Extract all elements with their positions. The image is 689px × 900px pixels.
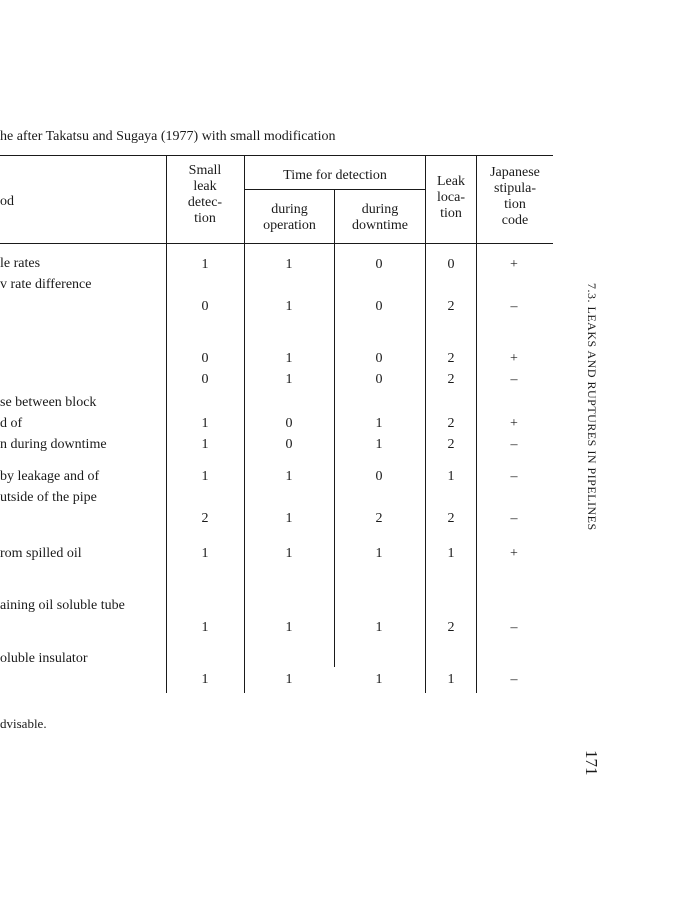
cell-during-downtime: 1 — [375, 620, 383, 635]
cell-leak-location: 2 — [447, 620, 455, 635]
cell-small-leak: 1 — [201, 672, 209, 687]
cell-during-operation: 1 — [285, 351, 293, 366]
cell-leak-location: 2 — [447, 511, 455, 526]
cell-leak-location: 2 — [447, 372, 455, 387]
cell-during-downtime: 1 — [375, 672, 383, 687]
cell-during-operation: 0 — [285, 416, 293, 431]
column-rule-1 — [166, 155, 167, 693]
method-text: aining oil soluble tube — [0, 598, 125, 613]
header-during-downtime: during downtime — [352, 202, 408, 233]
cell-during-operation: 1 — [285, 511, 293, 526]
cell-during-downtime: 1 — [375, 416, 383, 431]
cell-during-operation: 1 — [285, 257, 293, 272]
cell-japanese-code: + — [510, 351, 518, 366]
cell-leak-location: 1 — [447, 672, 455, 687]
running-head: 7.3. LEAKS AND RUPTURES IN PIPELINES — [585, 283, 599, 531]
cell-during-downtime: 1 — [375, 546, 383, 561]
cell-during-downtime: 0 — [375, 257, 383, 272]
cell-small-leak: 1 — [201, 257, 209, 272]
time-group-rule — [245, 189, 425, 190]
cell-leak-location: 2 — [447, 351, 455, 366]
method-text: se between block — [0, 395, 97, 410]
cell-japanese-code: + — [510, 257, 518, 272]
cell-small-leak: 1 — [201, 437, 209, 452]
cell-japanese-code: – — [510, 511, 518, 526]
header-bottom-rule — [0, 243, 553, 244]
cell-leak-location: 1 — [447, 546, 455, 561]
method-text: le rates — [0, 256, 41, 271]
cell-leak-location: 2 — [447, 299, 455, 314]
cell-small-leak: 2 — [201, 511, 209, 526]
cell-during-operation: 0 — [285, 437, 293, 452]
header-small-leak: Small leak detec- tion — [187, 163, 223, 226]
header-method: od — [0, 194, 14, 209]
cell-leak-location: 0 — [447, 257, 455, 272]
cell-japanese-code: – — [510, 299, 518, 314]
table-footnote: dvisable. — [0, 716, 47, 731]
cell-during-operation: 1 — [285, 546, 293, 561]
cell-leak-location: 2 — [447, 416, 455, 431]
cell-during-downtime: 1 — [375, 437, 383, 452]
column-rule-2 — [244, 155, 245, 693]
cell-during-operation: 1 — [285, 620, 293, 635]
cell-small-leak: 1 — [201, 416, 209, 431]
cell-leak-location: 2 — [447, 437, 455, 452]
cell-small-leak: 0 — [201, 351, 209, 366]
method-text: rom spilled oil — [0, 546, 82, 561]
method-text: d of — [0, 416, 23, 431]
cell-small-leak: 0 — [201, 372, 209, 387]
cell-during-downtime: 0 — [375, 469, 383, 484]
column-rule-4 — [425, 155, 426, 693]
column-rule-5 — [476, 155, 477, 693]
cell-small-leak: 1 — [201, 469, 209, 484]
method-text: utside of the pipe — [0, 490, 97, 505]
page-number: 171 — [582, 750, 601, 776]
cell-japanese-code: + — [510, 416, 518, 431]
header-during-operation: during operation — [263, 202, 316, 233]
cell-small-leak: 1 — [201, 620, 209, 635]
method-text: oluble insulator — [0, 651, 88, 666]
table-top-rule — [0, 155, 553, 156]
header-japanese-code: Japanese stipula- tion code — [490, 165, 540, 228]
cell-leak-location: 1 — [447, 469, 455, 484]
table-caption: he after Takatsu and Sugaya (1977) with small modification — [0, 129, 336, 144]
cell-small-leak: 1 — [201, 546, 209, 561]
header-leak-location: Leak loca- tion — [437, 174, 465, 221]
cell-during-downtime: 0 — [375, 372, 383, 387]
header-time-for-detection: Time for detection — [283, 168, 387, 183]
cell-during-downtime: 0 — [375, 351, 383, 366]
method-text: v rate difference — [0, 277, 92, 292]
cell-japanese-code: + — [510, 546, 518, 561]
cell-during-operation: 1 — [285, 672, 293, 687]
cell-japanese-code: – — [510, 672, 518, 687]
cell-during-operation: 1 — [285, 299, 293, 314]
cell-during-downtime: 2 — [375, 511, 383, 526]
cell-during-downtime: 0 — [375, 299, 383, 314]
cell-japanese-code: – — [510, 620, 518, 635]
cell-japanese-code: – — [510, 469, 518, 484]
method-text: n during downtime — [0, 437, 107, 452]
cell-during-operation: 1 — [285, 469, 293, 484]
cell-small-leak: 0 — [201, 299, 209, 314]
cell-japanese-code: – — [510, 437, 518, 452]
cell-japanese-code: – — [510, 372, 518, 387]
cell-during-operation: 1 — [285, 372, 293, 387]
column-rule-3 — [334, 190, 335, 667]
method-text: by leakage and of — [0, 469, 100, 484]
